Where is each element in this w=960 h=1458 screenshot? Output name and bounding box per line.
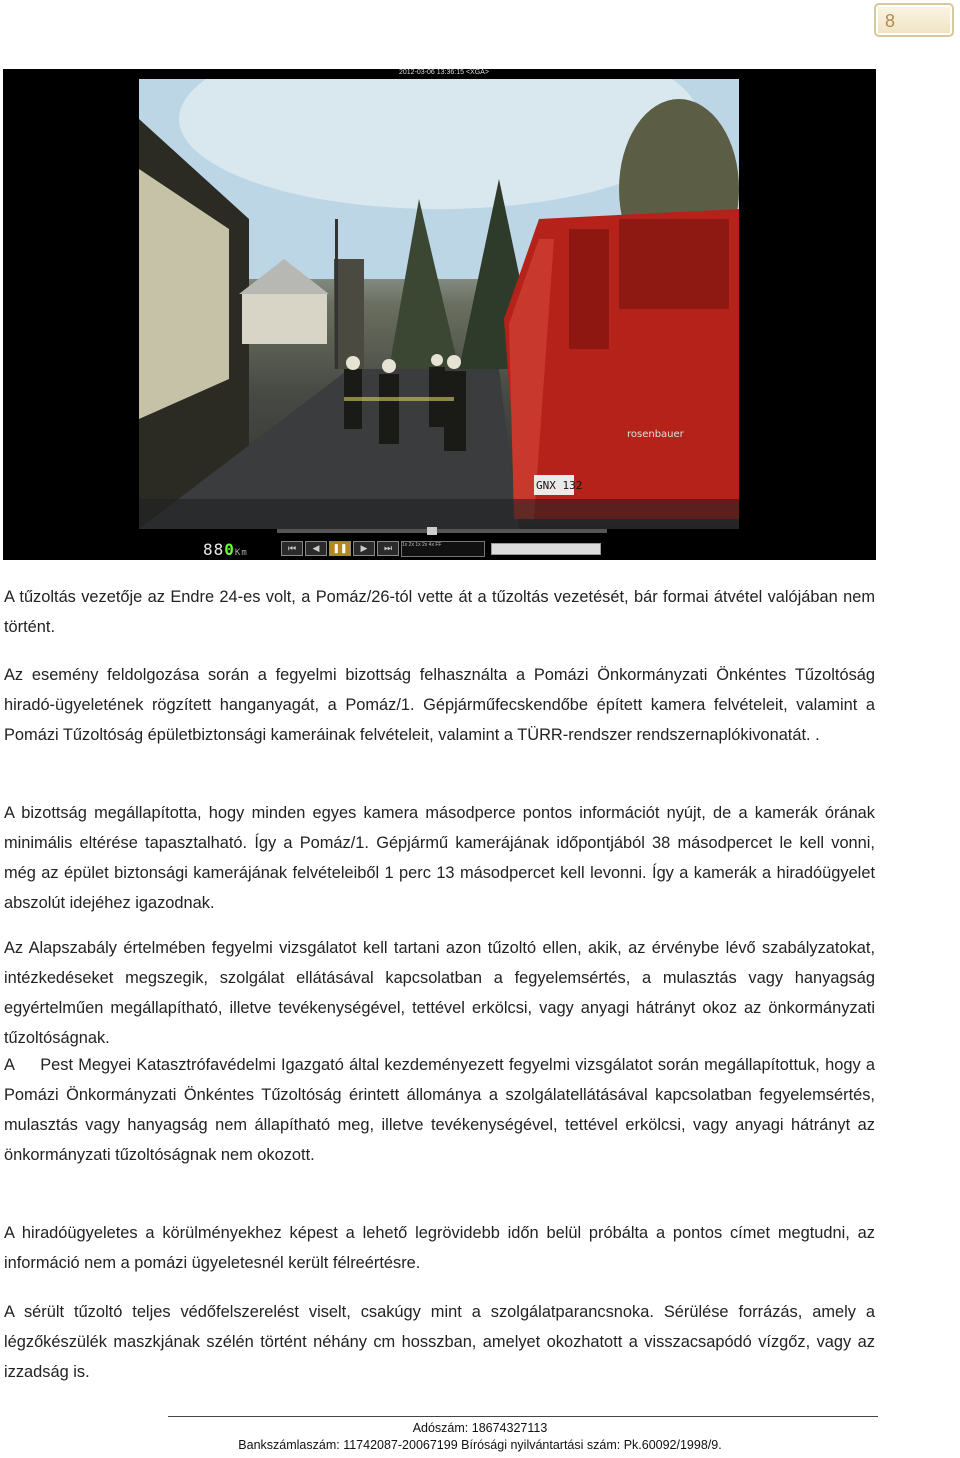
- player-controls: [3, 537, 876, 560]
- footer-bank-line: Bankszámlaszám: 11742087-20067199 Bírósági nyilvántartási szám: Pk.60092/1998/9.: [238, 1438, 722, 1452]
- pause-icon: ❚❚: [332, 543, 348, 553]
- speed-slider[interactable]: [401, 541, 485, 557]
- page-number-badge: [874, 3, 954, 37]
- previous-button[interactable]: [305, 541, 327, 556]
- paragraph-6: A hiradóügyeletes a körülményekhez képest a lehető legrövidebb időn belül próbálta a pontos címet megtudni, az információ nem a pomázi ügyeletesnél került félreértésre.: [4, 1224, 875, 1272]
- video-frame[interactable]: [139, 79, 739, 529]
- firefighters-scene-image: [139, 79, 739, 529]
- forward-icon: ⏭: [383, 543, 393, 553]
- paragraph-2: Az esemény feldolgozása során a fegyelmi bizottság felhasználta a Pomázi Önkormányzati Önkéntes Tűzoltóság hiradó-ügyeletének rögzített hanganyagát, a Pomáz/1. Gépjárműfecskendőbe épített kamera felvételeit, valamint a Pomázi Tűzoltóság épületbiztonsági kameráinak felvételeit, valamint a TÜRR-rendszer rendszernaplókivonatát. .: [4, 666, 875, 744]
- paragraph-3: A bizottság megállapította, hogy minden egyes kamera másodperce pontos információt nyújt, de a kamerák órának minimális eltérése tapasztalható. Így a Pomáz/1. Gépjármű kamerájának időpontjából 38 másodpercet le kell vonni, még az épület biztonsági kamerájának felvételeiből 1 perc 13 másodpercet kell levonni. Így a kamerák a hiradóügyelet abszolút idejéhez igazodnak.: [4, 804, 875, 912]
- rewind-icon: ⏮: [287, 543, 297, 553]
- speed-value: 0: [224, 540, 235, 559]
- paragraph-5: A Pest Megyei Katasztrófavédelmi Igazgató által kezdeményezett fegyelmi vizsgálatot során megállapítottuk, hogy a Pomázi Önkormányzati Önkéntes Tűzoltóság érintett állománya a szolgálatellátásával kapcsolatban fegyelemsértés, mulasztás vagy hanyagság nem állapítható meg, illetve tevékenységével, tettével erkölcsi, vagy anyagi hátrányt az önkormányzati tűzoltóságnak nem okozott.: [4, 1056, 880, 1164]
- volume-bar[interactable]: [491, 543, 601, 555]
- page-number: 8: [885, 11, 896, 31]
- paragraph-4: Az Alapszabály értelmében fegyelmi vizsgálatot kell tartani azon tűzoltó ellen, akik, az érvénybe lévő szabályzatokat, intézkedéseket megszegik, szolgálat ellátásával kapcsolatban a fegyelemsértés, a mulasztás vagy hanyagság egyértelműen megállapítható, illetve tevékenységével, tettével erkölcsi, vagy anyagi hátrányt okoz az önkormányzati tűzoltóságnak.: [4, 939, 875, 1047]
- rewind-button[interactable]: [281, 541, 303, 556]
- speed-scale-labels: 1x 2x 1x 2x 4x FF: [402, 542, 442, 548]
- paragraph-1: A tűzoltás vezetője az Endre 24-es volt, a Pomáz/26-tól vette át a tűzoltás vezetését, bár formai átvétel valójában nem történt.: [4, 588, 875, 636]
- next-icon: ▶: [360, 543, 368, 553]
- seek-bar[interactable]: [277, 529, 607, 533]
- paragraph-7: A sérült tűzoltó teljes védőfelszerelést viselt, csakúgy mint a szolgálatparancsnoka. Sérülése forrázás, amely a légzőkészülék maszkjának szélén történt néhány cm hosszban, amelyet okozhatott a visszacsapódó vízgőz, vagy az izzadság is.: [4, 1303, 875, 1381]
- speed-digits: 88: [203, 540, 225, 559]
- previous-icon: ◀: [312, 543, 320, 553]
- seek-knob[interactable]: [427, 527, 437, 535]
- forward-button[interactable]: [377, 541, 399, 556]
- dashcam-video-player: [3, 69, 876, 560]
- speed-unit: Km: [234, 548, 248, 558]
- truck-brand-text: rosenbauer: [627, 429, 684, 440]
- speed-display: [203, 540, 248, 559]
- footer-divider: [168, 1416, 878, 1417]
- footer-tax-number: Adószám: 18674327113: [412, 1421, 548, 1435]
- video-timestamp: 2012-03-06 13:36:15 <XGA>: [399, 69, 489, 76]
- next-button[interactable]: [353, 541, 375, 556]
- pause-button[interactable]: [329, 541, 351, 556]
- plate-text: GNX 132: [536, 479, 583, 492]
